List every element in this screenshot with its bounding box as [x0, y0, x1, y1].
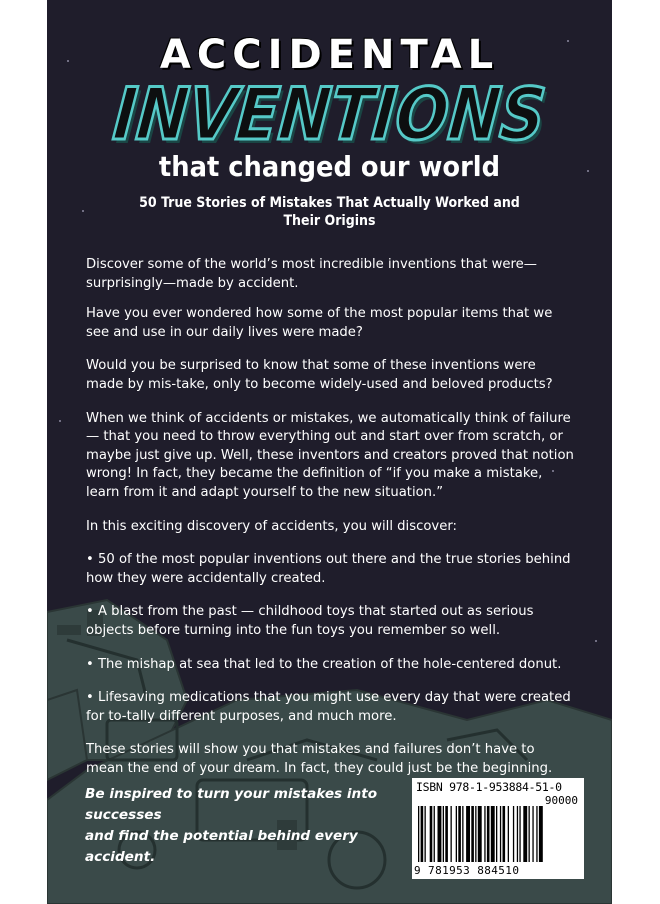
- star-decoration: [595, 640, 597, 642]
- barcode-bar: [430, 806, 433, 862]
- barcode-bar: [478, 806, 482, 862]
- barcode-bar: [487, 806, 490, 862]
- barcode-bar: [500, 806, 501, 862]
- star-decoration: [82, 210, 84, 212]
- tagline-line-2: and find the potential behind every accident.: [85, 828, 358, 865]
- barcode-bar: [462, 806, 463, 862]
- bullet-item: • A blast from the past — childhood toys that started out as serious objects before turning into the fun toys you remember so well.: [86, 604, 534, 638]
- barcode-bar: [425, 806, 426, 862]
- price-code: 90000: [544, 794, 578, 807]
- barcode-bar: [519, 806, 520, 862]
- barcode-bar: [539, 806, 543, 862]
- barcode-bar: [471, 806, 474, 862]
- barcode-bar: [513, 806, 514, 862]
- isbn-barcode: [412, 778, 584, 879]
- barcode-bar: [466, 806, 470, 862]
- barcode-bar: [438, 806, 442, 862]
- barcode-bar: [484, 806, 485, 862]
- title-inventions: INVENTIONS: [110, 72, 549, 156]
- intro-paragraph: Discover some of the world’s most incredible inventions that were—surprisingly—made by accident.: [86, 257, 537, 291]
- closing-paragraph: These stories will show you that mistakes and failures don’t have to mean the end of your dream. In fact, they could just be the beginning.: [86, 742, 553, 776]
- barcode-bar: [496, 806, 497, 862]
- paragraph: Would you be surprised to know that some of these inventions were made by mis-take, only to become widely-used and beloved products?: [86, 358, 553, 392]
- paragraph: In this exciting discovery of accidents, you will discover:: [86, 518, 457, 534]
- barcode-bar: [434, 806, 435, 862]
- paragraph: When we think of accidents or mistakes, we automatically think of failure — that you need to throw everything out and start over from scratch, or maybe just give up. Well, these inventors and creators proved that notion wrong! In fact, they became the definition of “if you make a mistake, learn from it and adapt yourself to the new situation.”: [86, 410, 574, 500]
- barcode-bar: [475, 806, 476, 862]
- back-cover: [47, 0, 612, 904]
- bullet-item: • The mishap at sea that led to the creation of the hole-centered donut.: [86, 656, 562, 672]
- description-text: [86, 256, 576, 793]
- barcode-bar: [523, 806, 527, 862]
- barcode-bar: [532, 806, 533, 862]
- barcode-bar: [536, 806, 537, 862]
- barcode-bar: [456, 806, 457, 862]
- barcode-digits: 9 781953 884510: [414, 864, 520, 877]
- tagline-line-1: Be inspired to turn your mistakes into successes: [85, 786, 378, 823]
- barcode-bar: [508, 806, 509, 862]
- barcode-bar: [491, 806, 495, 862]
- bullet-item: • Lifesaving medications that you might use every day that were created for to-tally different purposes, and much more.: [86, 690, 571, 724]
- barcode-bars: [416, 806, 580, 864]
- star-decoration: [59, 420, 61, 422]
- barcode-bar: [503, 806, 506, 862]
- bullet-item: • 50 of the most popular inventions out there and the true stories behind how they were accidentally created.: [86, 552, 571, 586]
- barcode-bar: [451, 806, 452, 862]
- title-accidental: ACCIDENTAL: [159, 32, 500, 78]
- tagline: [85, 784, 425, 868]
- barcode-bar: [421, 806, 424, 862]
- barcode-bar: [458, 806, 461, 862]
- barcode-bar: [445, 806, 448, 862]
- book-subtitle: 50 True Stories of Mistakes That Actually Worked and Their Origins: [139, 195, 520, 229]
- barcode-bar: [443, 806, 444, 862]
- barcode-bar: [517, 806, 518, 862]
- paragraph: Have you ever wondered how some of the most popular items that we see and use in our daily lives were made?: [86, 306, 553, 340]
- title-subline: that changed our world: [158, 150, 501, 183]
- isbn-number: ISBN 978-1-953884-51-0: [416, 780, 562, 794]
- barcode-bar: [529, 806, 530, 862]
- barcode-bar: [418, 806, 419, 862]
